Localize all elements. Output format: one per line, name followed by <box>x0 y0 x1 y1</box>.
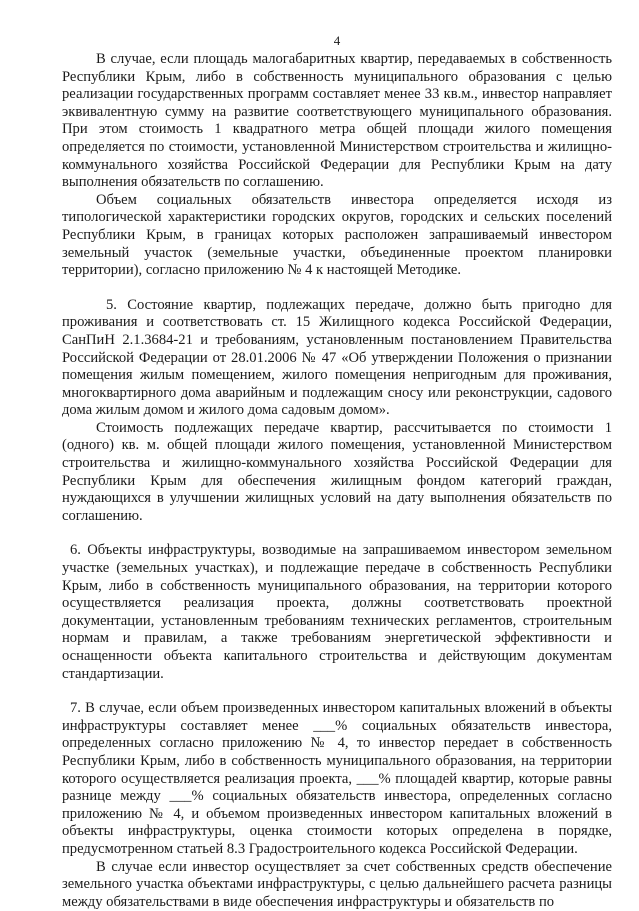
paragraph-item-6: 6. Объекты инфраструктуры, возводимые на запрашиваемом инвестором земельном участке (земельных участках), и подлежащие передаче в собственность Республики Крым, либо в собственность муниципального образования, на территории которого осуществляется реализация проекта, должны соответствовать проектной документации, установленным требованиям технических регламентов, строительным нормам и правилам, а также требованиям энергетической эффективности и оснащенности объекта капитального строительства и действующим документам стандартизации. <box>62 542 612 682</box>
paragraph-social-obligations-volume: Объем социальных обязательств инвестора определяется исходя из типологической характеристики городских округов, городских и сельских поселений Республики Крым, в границах которых расположен запрашиваемый инвестором земельный участок (земельные участки, объединенные проектом планировки территории), согласно приложению № 4 к настоящей Методике. <box>62 191 612 279</box>
paragraph-item-7: 7. В случае, если объем произведенных инвестором капитальных вложений в объекты инфраструктуры составляет менее ___% социальных обязательств инвестора, определенных согласно приложению № 4, то инвестор передает в собственность Республики Крым, либо в собственность муниципального образования, на территории которого осуществляется реализация проекта, ___% площадей квартир, которые равны разнице между ___% социальных обязательств инвестора, определенных согласно приложению № 4, и объемом произведенных инвестором капитальных вложений в объекты инфраструктуры, оценка стоимости которых определена в порядке, предусмотренном статьей 8.3 Градостроительного кодекса Российской Федерации. <box>62 700 612 857</box>
page-number: 4 <box>333 33 341 48</box>
paragraph-infrastructure-provision: В случае если инвестор осуществляет за счет собственных средств обеспечение земельного участка объектами инфраструктуры, с целью дальнейшего расчета разницы между обязательствами в виде обеспечения инфраструктуры и обязательств по <box>62 858 612 910</box>
paragraph-item-5: 5. Состояние квартир, подлежащих передаче, должно быть пригодно для проживания и соответствовать ст. 15 Жилищного кодекса Российской Федерации, СанПиН 2.1.3684-21 и требованиям, установленным постановлением Правительства Российской Федерации от 28.01.2006 № 47 «Об утверждении Положения о признании помещения жилым помещением, жилого помещения непригодным для проживания, многоквартирного дома аварийным и подлежащим сносу или реконструкции, садового дома жилым домом и жилого дома садовым домом». <box>62 296 612 419</box>
paragraph-small-apartments: В случае, если площадь малогабаритных квартир, передаваемых в собственность Республики Крым, либо в собственность муниципального образования с целью реализации государственных программ составляет менее 33 кв.м., инвестор направляет эквивалентную сумму на развитие соответствующего муниципального образования. При этом стоимость 1 квадратного метра общей площади жилого помещения определяется по стоимости, установленной Министерством строительства и жилищно-коммунального хозяйства Российской Федерации для Республики Крым на дату выполнения обязательств по соглашению. <box>62 51 612 191</box>
paragraph-apartment-cost: Стоимость подлежащих передаче квартир, рассчитывается по стоимости 1 (одного) кв. м. общей площади жилого помещения, установленной Министерством строительства и жилищно-коммунального хозяйства Российской Федерации для Республики Крым для обеспечения жилищным фондом категорий граждан, нуждающихся в улучшении жилищных условий на дату выполнения обязательств по соглашению. <box>62 419 612 524</box>
